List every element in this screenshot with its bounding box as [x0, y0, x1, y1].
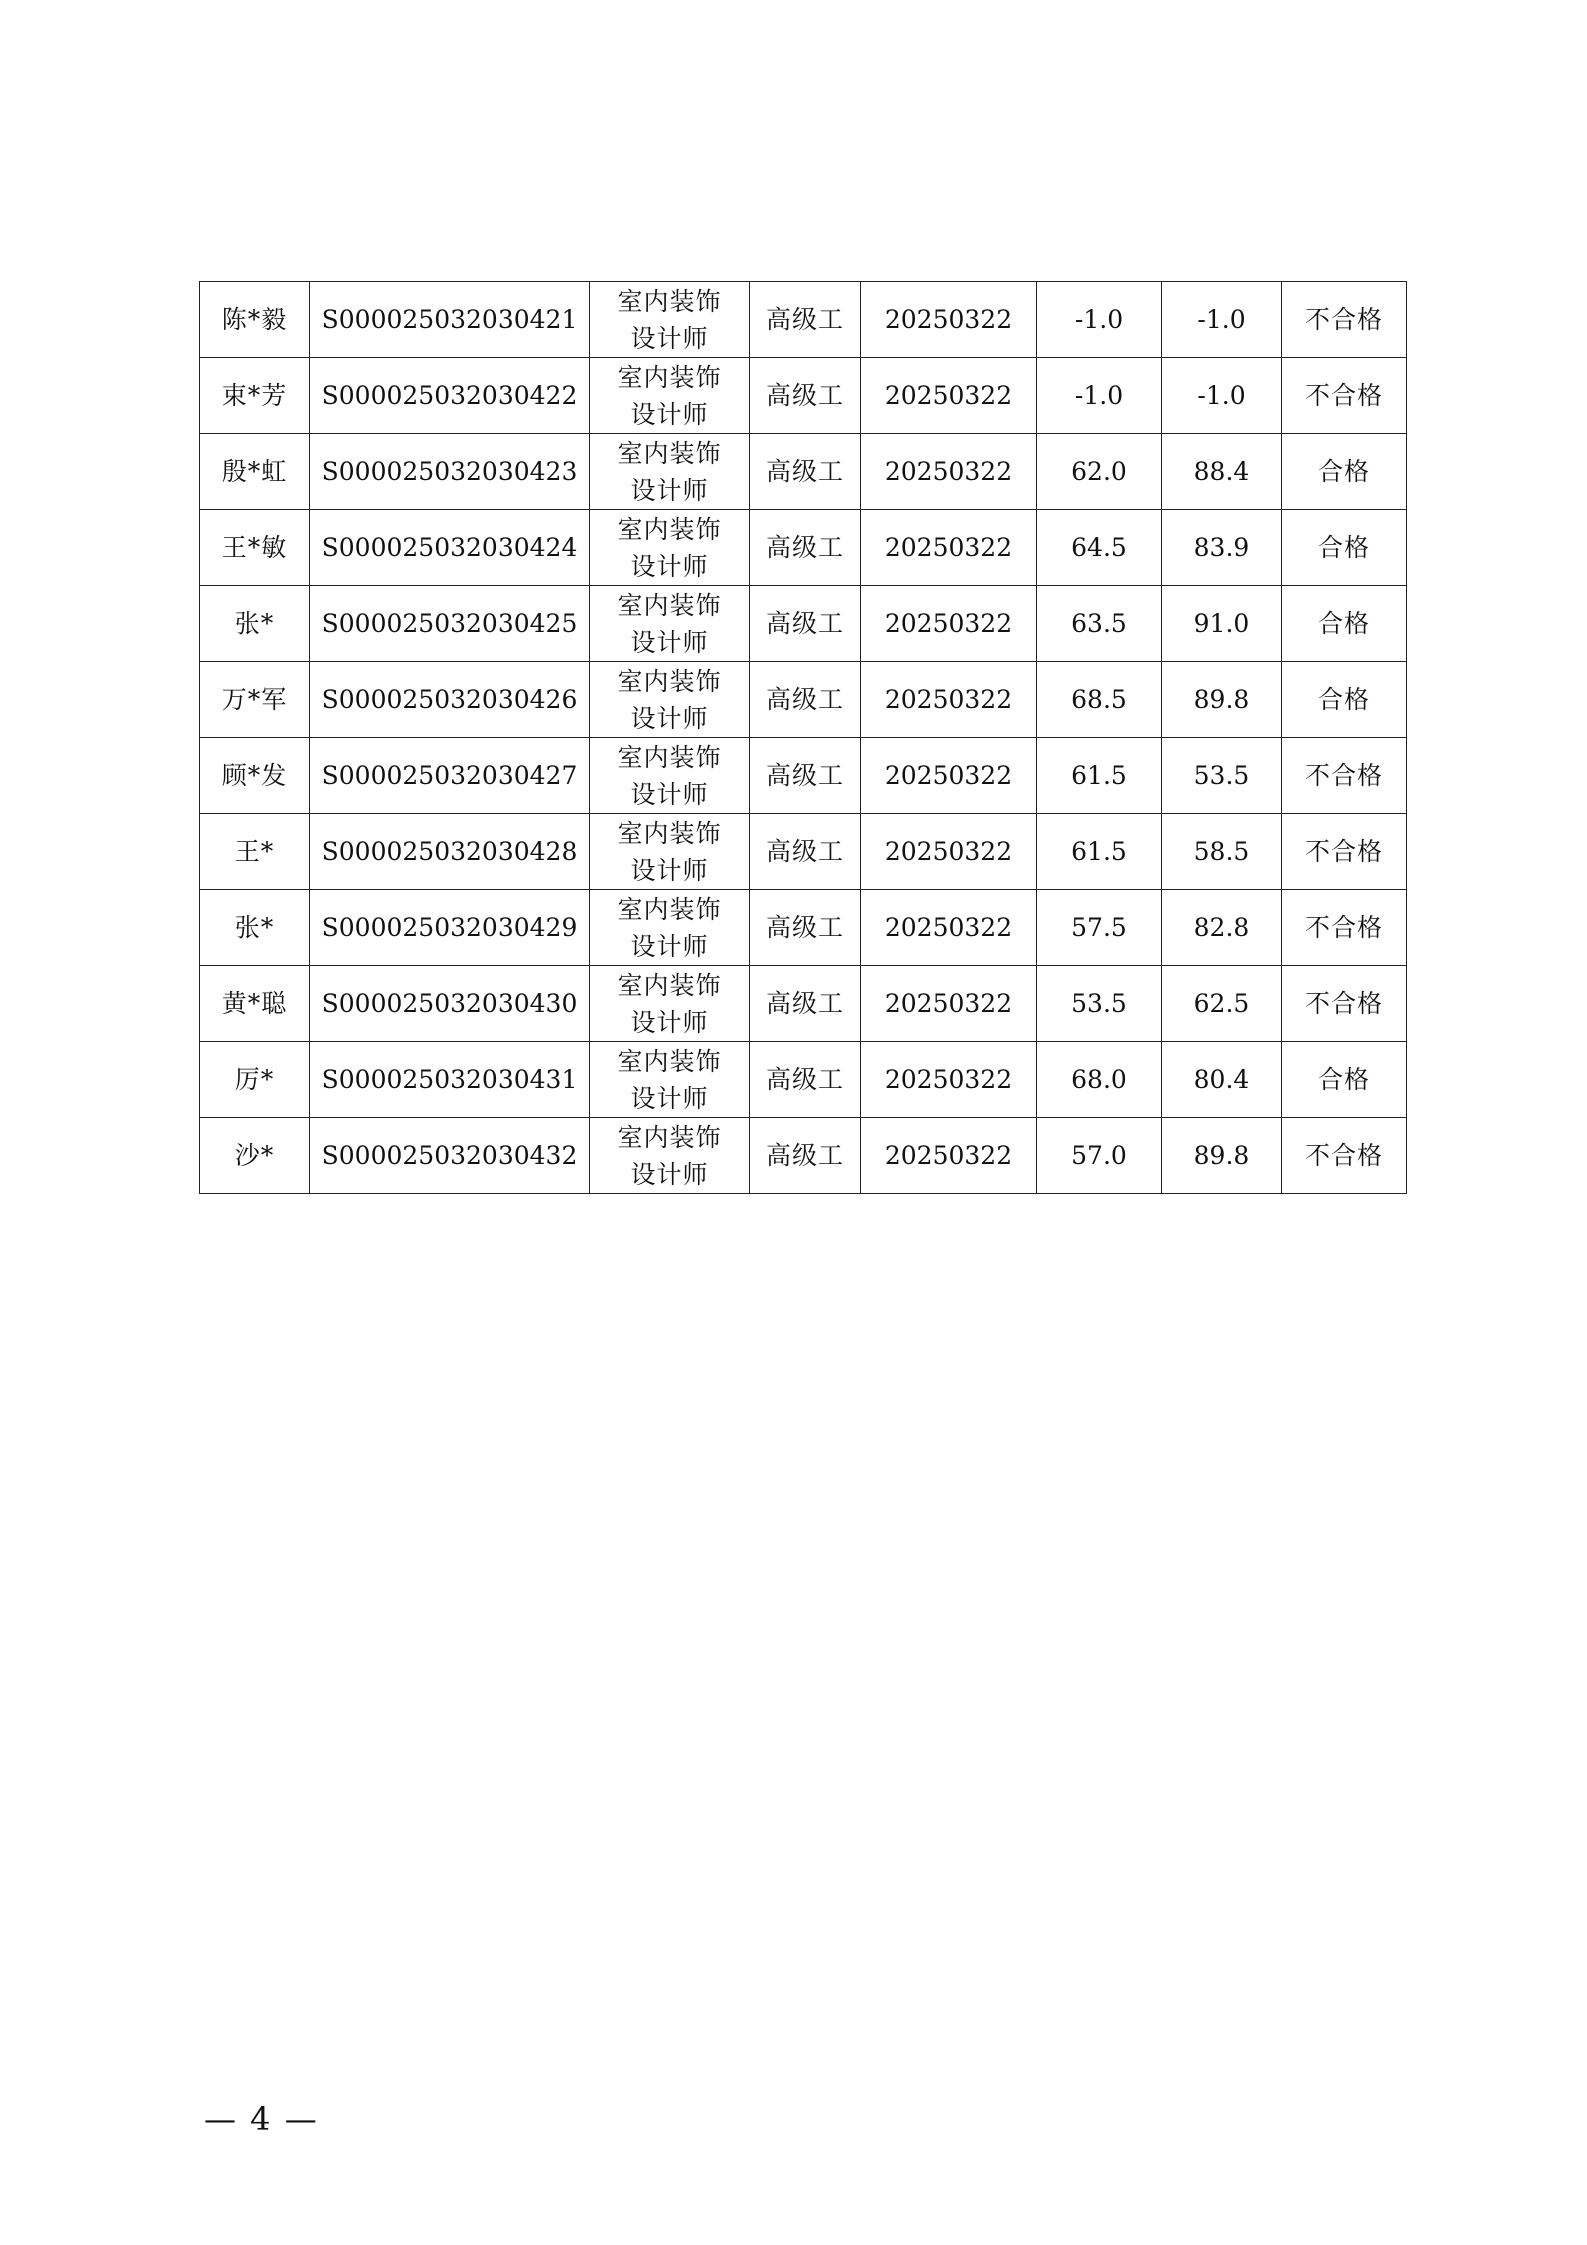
cell-level: 高级工 [750, 738, 861, 814]
cell-id: S000025032030431 [310, 1042, 590, 1118]
cell-level: 高级工 [750, 1118, 861, 1194]
cell-score-2: 83.9 [1162, 510, 1282, 586]
occupation-line-1: 室内装饰 [617, 286, 722, 316]
cell-name: 厉* [200, 1042, 310, 1118]
cell-name: 黄*聪 [200, 966, 310, 1042]
results-table [199, 281, 1407, 1194]
cell-level: 高级工 [750, 1042, 861, 1118]
cell-id: S000025032030430 [310, 966, 590, 1042]
cell-result: 不合格 [1282, 282, 1407, 358]
cell-id: S000025032030423 [310, 434, 590, 510]
cell-score-1: 68.5 [1037, 662, 1162, 738]
cell-result: 不合格 [1282, 738, 1407, 814]
cell-level: 高级工 [750, 586, 861, 662]
cell-date: 20250322 [861, 1118, 1037, 1194]
cell-level: 高级工 [750, 434, 861, 510]
cell-date: 20250322 [861, 966, 1037, 1042]
cell-level: 高级工 [750, 282, 861, 358]
cell-score-1: 61.5 [1037, 814, 1162, 890]
cell-score-2: 91.0 [1162, 586, 1282, 662]
cell-occupation [590, 814, 750, 890]
table-row [200, 434, 1407, 510]
occupation-line-2: 设计师 [630, 1007, 709, 1037]
cell-score-1: 63.5 [1037, 586, 1162, 662]
cell-id: S000025032030424 [310, 510, 590, 586]
cell-occupation [590, 510, 750, 586]
cell-id: S000025032030428 [310, 814, 590, 890]
cell-occupation [590, 586, 750, 662]
occupation-line-1: 室内装饰 [617, 514, 722, 544]
cell-occupation [590, 966, 750, 1042]
cell-date: 20250322 [861, 814, 1037, 890]
cell-score-1: 57.0 [1037, 1118, 1162, 1194]
cell-name: 王* [200, 814, 310, 890]
cell-name: 殷*虹 [200, 434, 310, 510]
cell-score-2: 58.5 [1162, 814, 1282, 890]
cell-occupation [590, 282, 750, 358]
occupation-line-2: 设计师 [630, 475, 709, 505]
cell-name: 张* [200, 586, 310, 662]
cell-level: 高级工 [750, 814, 861, 890]
cell-id: S000025032030426 [310, 662, 590, 738]
cell-level: 高级工 [750, 966, 861, 1042]
cell-score-2: -1.0 [1162, 358, 1282, 434]
cell-occupation [590, 738, 750, 814]
cell-id: S000025032030432 [310, 1118, 590, 1194]
cell-name: 万*军 [200, 662, 310, 738]
cell-result: 不合格 [1282, 814, 1407, 890]
cell-score-2: 82.8 [1162, 890, 1282, 966]
occupation-line-1: 室内装饰 [617, 438, 722, 468]
occupation-line-1: 室内装饰 [617, 590, 722, 620]
occupation-line-2: 设计师 [630, 855, 709, 885]
cell-id: S000025032030421 [310, 282, 590, 358]
cell-result: 不合格 [1282, 1118, 1407, 1194]
table-row [200, 510, 1407, 586]
cell-date: 20250322 [861, 510, 1037, 586]
cell-level: 高级工 [750, 358, 861, 434]
occupation-line-2: 设计师 [630, 1083, 709, 1113]
cell-score-2: 89.8 [1162, 662, 1282, 738]
cell-result: 合格 [1282, 1042, 1407, 1118]
occupation-line-2: 设计师 [630, 399, 709, 429]
cell-result: 不合格 [1282, 966, 1407, 1042]
cell-score-1: 68.0 [1037, 1042, 1162, 1118]
cell-level: 高级工 [750, 890, 861, 966]
occupation-line-2: 设计师 [630, 931, 709, 961]
table-row [200, 1042, 1407, 1118]
table-row [200, 586, 1407, 662]
cell-score-1: 64.5 [1037, 510, 1162, 586]
cell-result: 不合格 [1282, 890, 1407, 966]
table-row [200, 282, 1407, 358]
occupation-line-1: 室内装饰 [617, 362, 722, 392]
cell-name: 沙* [200, 1118, 310, 1194]
cell-score-1: 62.0 [1037, 434, 1162, 510]
occupation-line-1: 室内装饰 [617, 818, 722, 848]
cell-score-2: 62.5 [1162, 966, 1282, 1042]
occupation-line-2: 设计师 [630, 779, 709, 809]
cell-date: 20250322 [861, 662, 1037, 738]
cell-name: 王*敏 [200, 510, 310, 586]
occupation-line-2: 设计师 [630, 1159, 709, 1189]
cell-date: 20250322 [861, 282, 1037, 358]
occupation-line-1: 室内装饰 [617, 894, 722, 924]
occupation-line-1: 室内装饰 [617, 666, 722, 696]
cell-result: 合格 [1282, 434, 1407, 510]
cell-name: 陈*毅 [200, 282, 310, 358]
occupation-line-2: 设计师 [630, 323, 709, 353]
cell-name: 张* [200, 890, 310, 966]
cell-result: 不合格 [1282, 358, 1407, 434]
cell-occupation [590, 1042, 750, 1118]
occupation-line-1: 室内装饰 [617, 1122, 722, 1152]
cell-result: 合格 [1282, 586, 1407, 662]
cell-name: 顾*发 [200, 738, 310, 814]
cell-occupation [590, 434, 750, 510]
table-row [200, 890, 1407, 966]
cell-occupation [590, 890, 750, 966]
cell-date: 20250322 [861, 890, 1037, 966]
cell-id: S000025032030427 [310, 738, 590, 814]
cell-date: 20250322 [861, 738, 1037, 814]
cell-id: S000025032030429 [310, 890, 590, 966]
occupation-line-2: 设计师 [630, 627, 709, 657]
cell-score-1: -1.0 [1037, 358, 1162, 434]
occupation-line-2: 设计师 [630, 703, 709, 733]
cell-score-1: 53.5 [1037, 966, 1162, 1042]
cell-score-1: -1.0 [1037, 282, 1162, 358]
cell-score-2: -1.0 [1162, 282, 1282, 358]
occupation-line-1: 室内装饰 [617, 1046, 722, 1076]
cell-score-1: 57.5 [1037, 890, 1162, 966]
cell-occupation [590, 1118, 750, 1194]
cell-level: 高级工 [750, 510, 861, 586]
table-row [200, 738, 1407, 814]
cell-date: 20250322 [861, 434, 1037, 510]
occupation-line-1: 室内装饰 [617, 970, 722, 1000]
cell-id: S000025032030422 [310, 358, 590, 434]
cell-name: 束*芳 [200, 358, 310, 434]
page-number: — 4 — [204, 2100, 319, 2138]
table-row [200, 358, 1407, 434]
cell-score-2: 80.4 [1162, 1042, 1282, 1118]
cell-level: 高级工 [750, 662, 861, 738]
table-row [200, 966, 1407, 1042]
cell-score-2: 53.5 [1162, 738, 1282, 814]
cell-date: 20250322 [861, 358, 1037, 434]
cell-id: S000025032030425 [310, 586, 590, 662]
table-row [200, 662, 1407, 738]
cell-occupation [590, 662, 750, 738]
table-body [200, 282, 1407, 1194]
occupation-line-2: 设计师 [630, 551, 709, 581]
table-row [200, 1118, 1407, 1194]
cell-score-2: 88.4 [1162, 434, 1282, 510]
cell-score-1: 61.5 [1037, 738, 1162, 814]
cell-date: 20250322 [861, 586, 1037, 662]
cell-result: 合格 [1282, 510, 1407, 586]
occupation-line-1: 室内装饰 [617, 742, 722, 772]
table-row [200, 814, 1407, 890]
cell-result: 合格 [1282, 662, 1407, 738]
cell-occupation [590, 358, 750, 434]
cell-score-2: 89.8 [1162, 1118, 1282, 1194]
cell-date: 20250322 [861, 1042, 1037, 1118]
